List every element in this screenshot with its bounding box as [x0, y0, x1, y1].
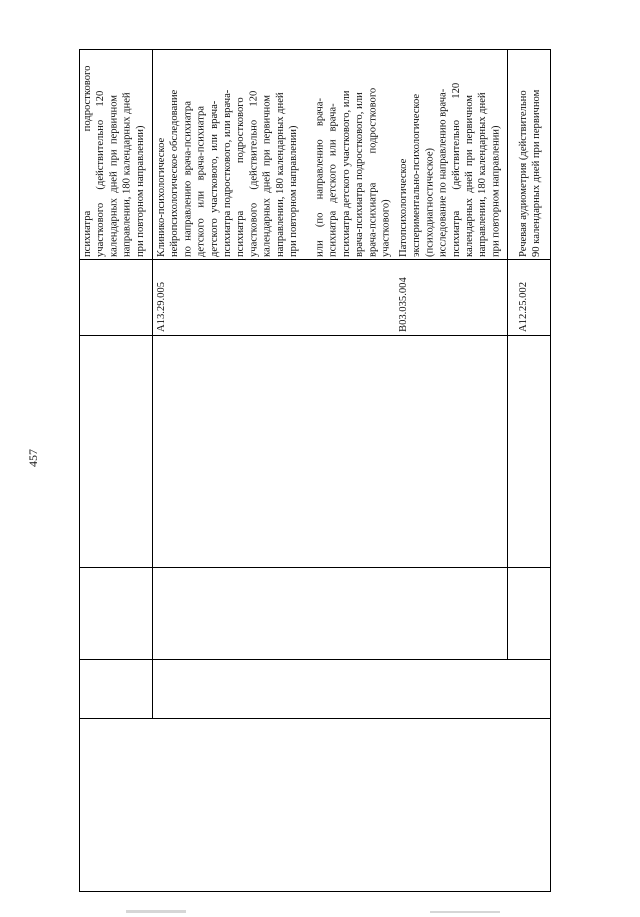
service-description: Клинико-психологическое нейропсихологическое обследование по направлению врача-психиатра детского или врача-психиатра детского участкового, или врача- психиатра подросткового, или врача- психиатра подросткового участкового (действительно 120 календарных дней при первичном направлении, 180 календарных дней при повторном направлении) или (по направлению врача- психиатра детского или врача- психиатра детского участкового, или врача-психиатра подросткового, или врача-психиатра подросткового участкового): [156, 87, 392, 257]
column-divider: [79, 567, 551, 568]
service-code: A13.29.005: [156, 281, 167, 332]
scan-edge-mark: [126, 910, 186, 913]
service-code: A12.25.002: [518, 281, 529, 332]
column-divider: [79, 259, 551, 260]
column-divider: [79, 718, 551, 719]
scan-edge-mark: [430, 911, 500, 913]
row-divider: [507, 49, 508, 659]
column-divider: [79, 335, 551, 336]
service-description: Патопсихологическое экспериментально-психологическое (психодиагностическое) исследование по направлению врача- психиатра (действительно 120 календарных дней при первичном направлении, 180 календарных дней при повторном направлении): [398, 82, 502, 257]
service-description: психиатра подросткового участкового (действительно 120 календарных дней при первичном направлении, 180 календарных дней при повторном направлении): [82, 65, 146, 257]
row-divider: [152, 49, 153, 719]
table-border-bottom: [79, 891, 551, 892]
column-divider: [79, 659, 551, 660]
service-description: Речевая аудиометрия (действительно 90 календарных дней при первичном: [518, 89, 543, 257]
table-border-top: [79, 49, 551, 50]
page-number: 457: [26, 449, 40, 467]
table-border-right: [550, 49, 551, 892]
table: [79, 49, 551, 892]
service-code: B03.035.004: [398, 277, 409, 332]
table-border-left: [79, 49, 80, 892]
